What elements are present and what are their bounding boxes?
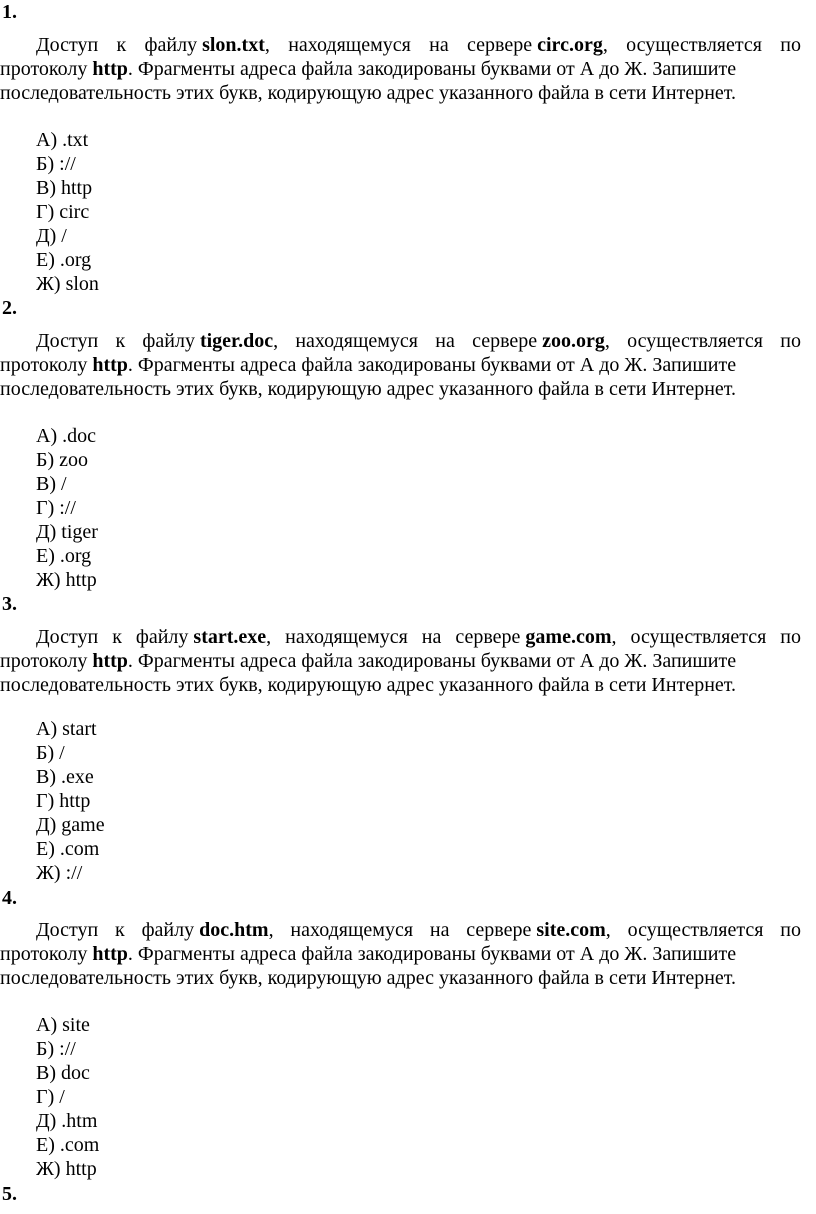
server-name: zoo.org bbox=[542, 330, 605, 352]
protocol-name: http bbox=[92, 650, 128, 672]
option-zh: Ж) http bbox=[36, 569, 97, 591]
option-v: В) http bbox=[36, 177, 93, 199]
option-zh: Ж) :// bbox=[36, 862, 83, 884]
protocol-name: http bbox=[92, 943, 128, 965]
option-v: В) doc bbox=[36, 1062, 90, 1084]
file-name: doc.htm bbox=[199, 919, 269, 941]
task-text-line-2: протоколу http. Фрагменты адреса файла закодированы буквами от А до Ж. Запишите bbox=[0, 58, 737, 80]
option-v: В) .exe bbox=[36, 766, 94, 788]
option-g: Г) http bbox=[36, 790, 91, 812]
option-d: Д) / bbox=[36, 225, 67, 247]
option-d: Д) tiger bbox=[36, 521, 98, 543]
option-a: А) .doc bbox=[36, 425, 96, 447]
option-v: В) / bbox=[36, 473, 67, 495]
task-number: 4. bbox=[2, 887, 17, 909]
option-b: Б) :// bbox=[36, 153, 76, 175]
task-number: 3. bbox=[2, 593, 17, 615]
task-text-line-3: последовательность этих букв, кодирующую адрес указанного файла в сети Интернет. bbox=[0, 674, 737, 696]
option-g: Г) circ bbox=[36, 201, 90, 223]
option-b: Б) / bbox=[36, 742, 65, 764]
option-e: Е) .com bbox=[36, 1134, 100, 1156]
task-text-line-3: последовательность этих букв, кодирующую адрес указанного файла в сети Интернет. bbox=[0, 378, 737, 400]
option-a: А) .txt bbox=[36, 129, 89, 151]
task-text-line-1: Доступ к файлу tiger.doc, находящемуся на сервере zoo.org, осуществляется по bbox=[36, 330, 801, 352]
option-d: Д) .htm bbox=[36, 1110, 98, 1132]
option-e: Е) .org bbox=[36, 545, 92, 567]
protocol-name: http bbox=[92, 58, 128, 80]
task-number: 1. bbox=[2, 1, 17, 23]
option-a: А) site bbox=[36, 1014, 90, 1036]
task-5-number: 5. bbox=[2, 1183, 17, 1205]
option-e: Е) .com bbox=[36, 838, 100, 860]
option-e: Е) .org bbox=[36, 249, 92, 271]
task-number: 2. bbox=[2, 297, 17, 319]
task-text-line-3: последовательность этих букв, кодирующую адрес указанного файла в сети Интернет. bbox=[0, 967, 737, 989]
task-text-line-2: протоколу http. Фрагменты адреса файла закодированы буквами от А до Ж. Запишите bbox=[0, 943, 737, 965]
task-text-line-2: протоколу http. Фрагменты адреса файла закодированы буквами от А до Ж. Запишите bbox=[0, 354, 737, 376]
option-d: Д) game bbox=[36, 814, 105, 836]
task-text-line-1: Доступ к файлу slon.txt, находящемуся на сервере circ.org, осуществляется по bbox=[36, 34, 801, 56]
server-name: circ.org bbox=[537, 34, 603, 56]
option-zh: Ж) slon bbox=[36, 273, 99, 295]
file-name: start.exe bbox=[193, 626, 267, 648]
server-name: game.com bbox=[525, 626, 612, 648]
task-text-line-1: Доступ к файлу start.exe, находящемуся на сервере game.com, осуществляется по bbox=[36, 626, 801, 648]
option-g: Г) :// bbox=[36, 497, 76, 519]
option-b: Б) :// bbox=[36, 1038, 76, 1060]
file-name: tiger.doc bbox=[199, 330, 274, 352]
option-g: Г) / bbox=[36, 1086, 65, 1108]
protocol-name: http bbox=[92, 354, 128, 376]
option-b: Б) zoo bbox=[36, 449, 89, 471]
option-zh: Ж) http bbox=[36, 1158, 97, 1180]
task-text-line-3: последовательность этих букв, кодирующую адрес указанного файла в сети Интернет. bbox=[0, 82, 737, 104]
option-a: А) start bbox=[36, 718, 97, 740]
server-name: site.com bbox=[536, 919, 606, 941]
task-text-line-2: протоколу http. Фрагменты адреса файла закодированы буквами от А до Ж. Запишите bbox=[0, 650, 737, 672]
file-name: slon.txt bbox=[202, 34, 265, 56]
task-text-line-1: Доступ к файлу doc.htm, находящемуся на сервере site.com, осуществляется по bbox=[36, 919, 801, 941]
